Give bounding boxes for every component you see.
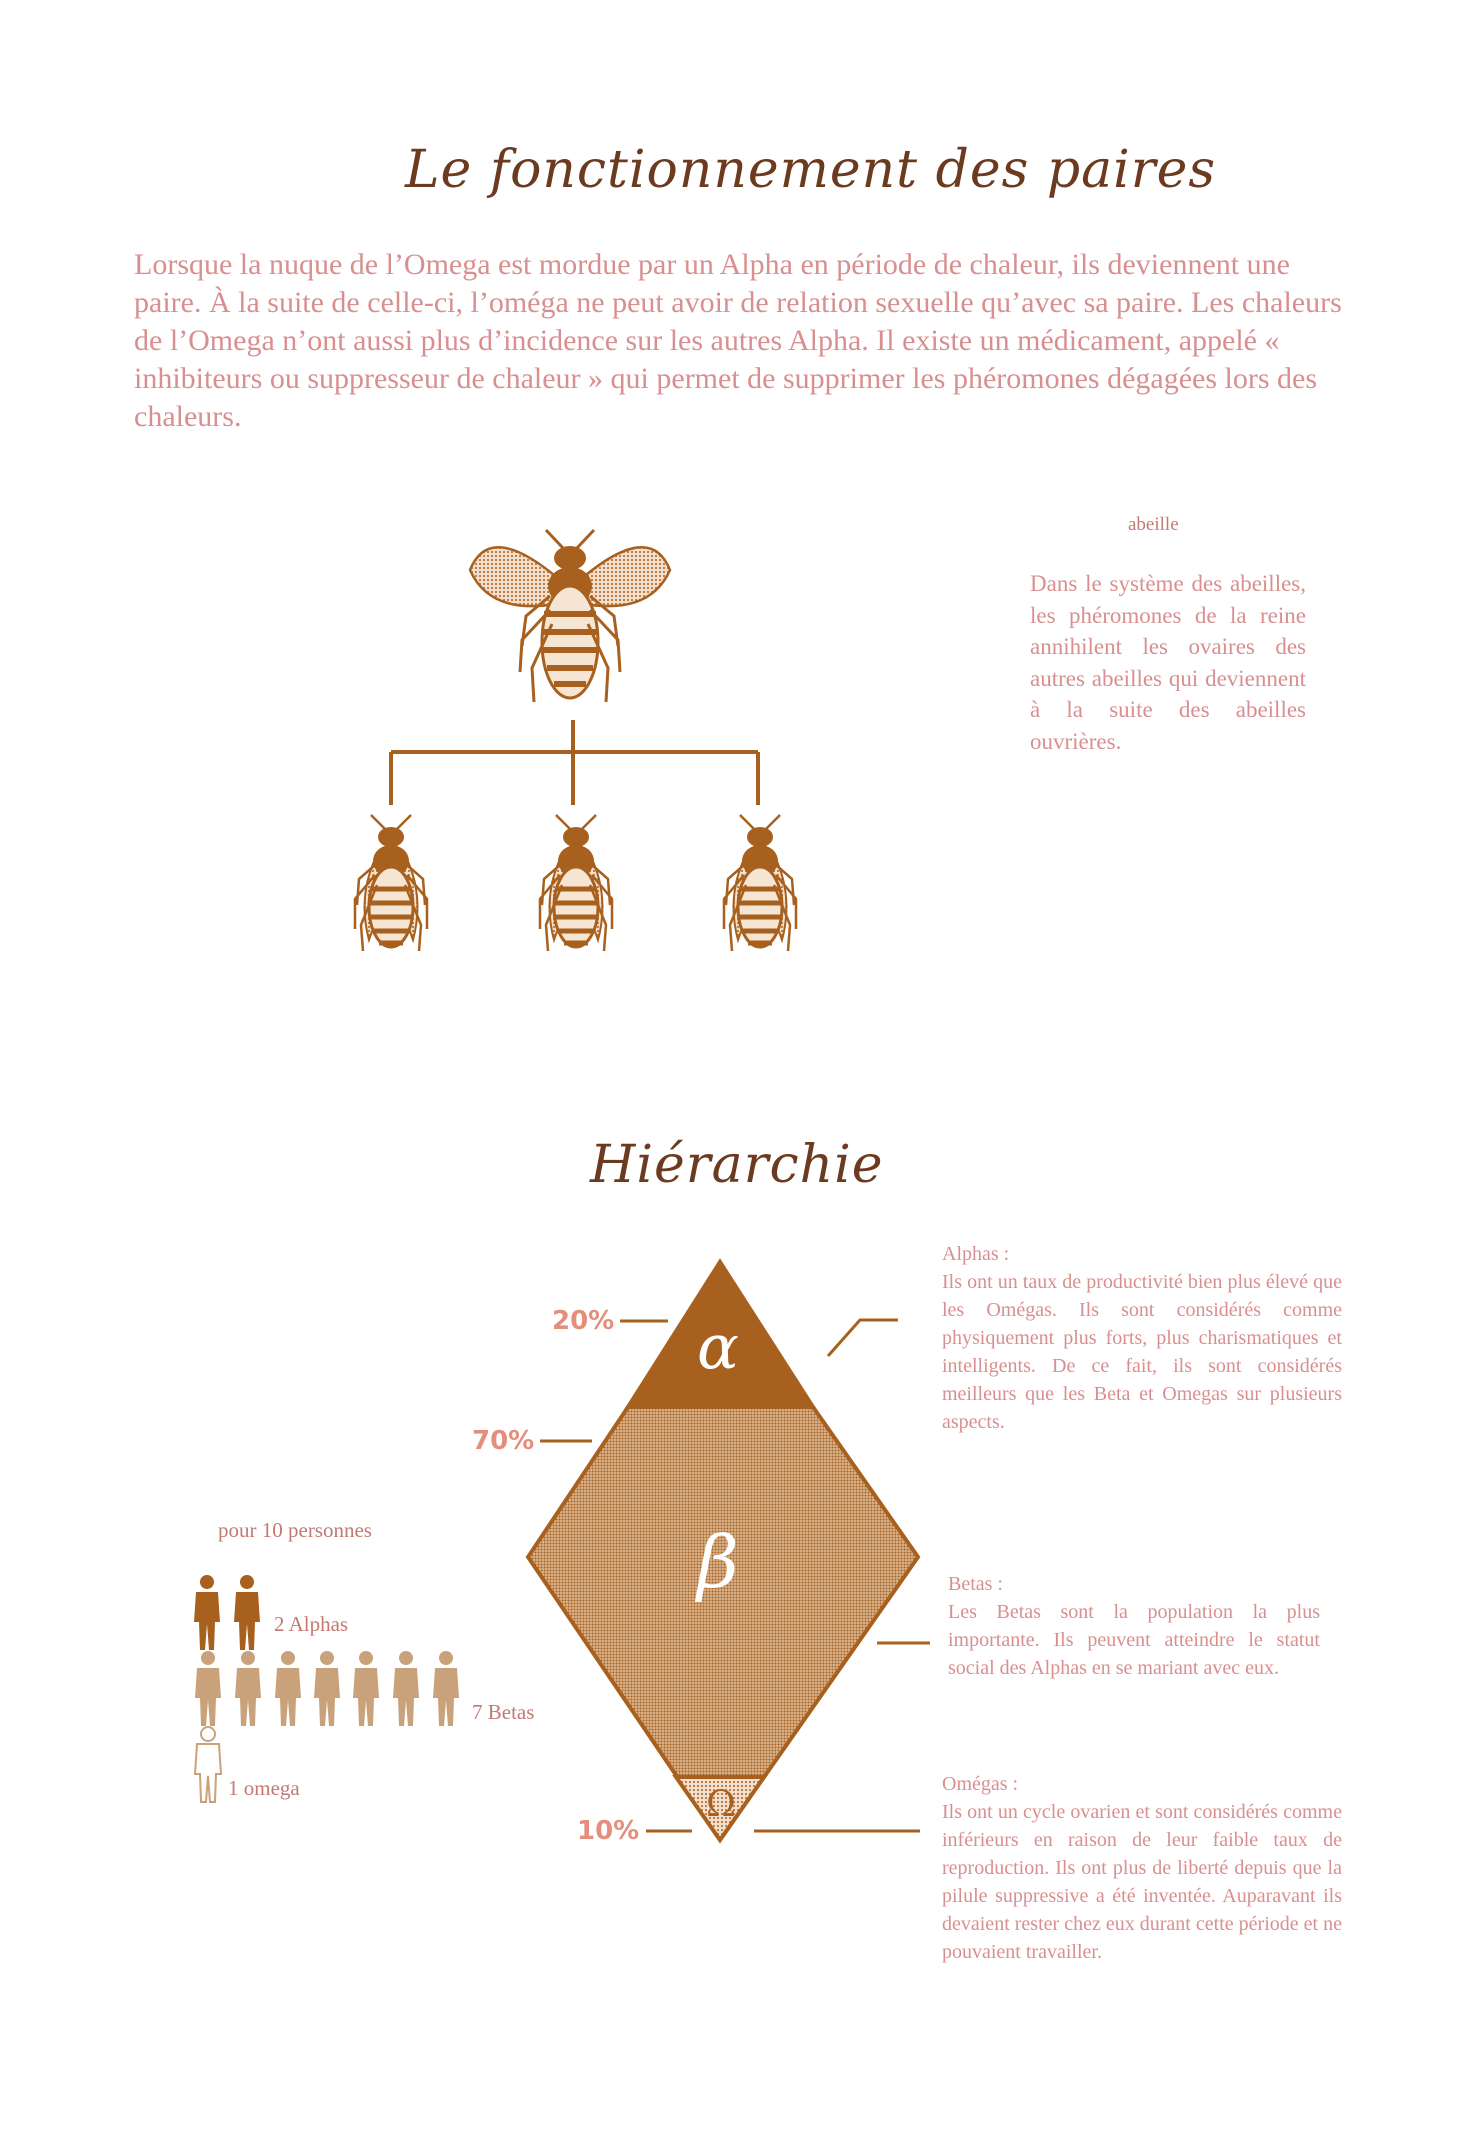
omega-description: [942, 1770, 1342, 1966]
alphas-count-label: 2 Alphas: [274, 1612, 349, 1636]
beta-description: [948, 1570, 1320, 1682]
omega-heading: Omégas :: [942, 1773, 1019, 1795]
bee-tree-lines: [391, 720, 758, 805]
worker-bee-icon: [540, 815, 612, 951]
worker-bee-icon: [724, 815, 796, 951]
section-title-pairs: Le fonctionnement des paires: [405, 140, 1217, 200]
section-title-hierarchy: Hiérarchie: [590, 1135, 884, 1195]
alpha-description: [942, 1240, 1342, 1436]
omega-person-icon: [195, 1727, 221, 1802]
beta-percent: 70%: [472, 1426, 535, 1456]
people-caption: pour 10 personnes: [218, 1518, 372, 1542]
alpha-people-icons: [194, 1575, 260, 1650]
worker-bee-icon: [355, 815, 427, 951]
alpha-text: Ils ont un taux de productivité bien plus élevé que les Omégas. Ils sont considérés comme physiquement plus forts, plus charismatiques et intelligents. De ce fait, ils sont considérés meilleurs que les Beta et Omegas sur plusieurs aspects.: [942, 1271, 1342, 1433]
omega-count-label: 1 omega: [228, 1776, 300, 1800]
bee-caption: abeille: [1128, 514, 1179, 535]
alpha-symbol: α: [697, 1310, 739, 1383]
beta-text: Les Betas sont la population la plus importante. Ils peuvent atteindre le statut social des Alphas en se mariant avec eux.: [948, 1601, 1320, 1679]
beta-heading: Betas :: [948, 1573, 1003, 1595]
alpha-percent: 20%: [552, 1306, 615, 1336]
intro-paragraph: Lorsque la nuque de l’Omega est mordue par un Alpha en période de chaleur, ils deviennent une paire. À la suite de celle-ci, l’oméga ne peut avoir de relation sexuelle qu’avec sa paire. Les chaleurs de l’Omega n’ont aussi plus d’incidence sur les autres Alpha. Il existe un médicament, appelé « inhibiteurs ou suppresseur de chaleur » qui permet de supprimer les phéromones dégagées lors des chaleurs.: [134, 248, 1342, 433]
beta-symbol: β: [697, 1520, 739, 1604]
omega-symbol: Ω: [706, 1784, 736, 1825]
omega-text: Ils ont un cycle ovarien et sont considérés comme inférieurs en raison de leur faible taux de reproduction. Ils ont plus de liberté depuis que la pilule suppressive a été inventée. Auparavant ils devaient rester chez eux durant cette période et ne pouvaient travailler.: [942, 1801, 1342, 1963]
betas-count-label: 7 Betas: [472, 1700, 535, 1724]
queen-bee-icon: [470, 530, 670, 702]
alpha-heading: Alphas :: [942, 1243, 1010, 1265]
omega-percent: 10%: [577, 1816, 640, 1846]
bee-description: Dans le système des abeilles, les phéromones de la reine annihilent les ovaires des autres abeilles qui deviennent à la suite des abeilles ouvrières.: [1030, 571, 1306, 754]
beta-people-icons: [195, 1651, 459, 1726]
